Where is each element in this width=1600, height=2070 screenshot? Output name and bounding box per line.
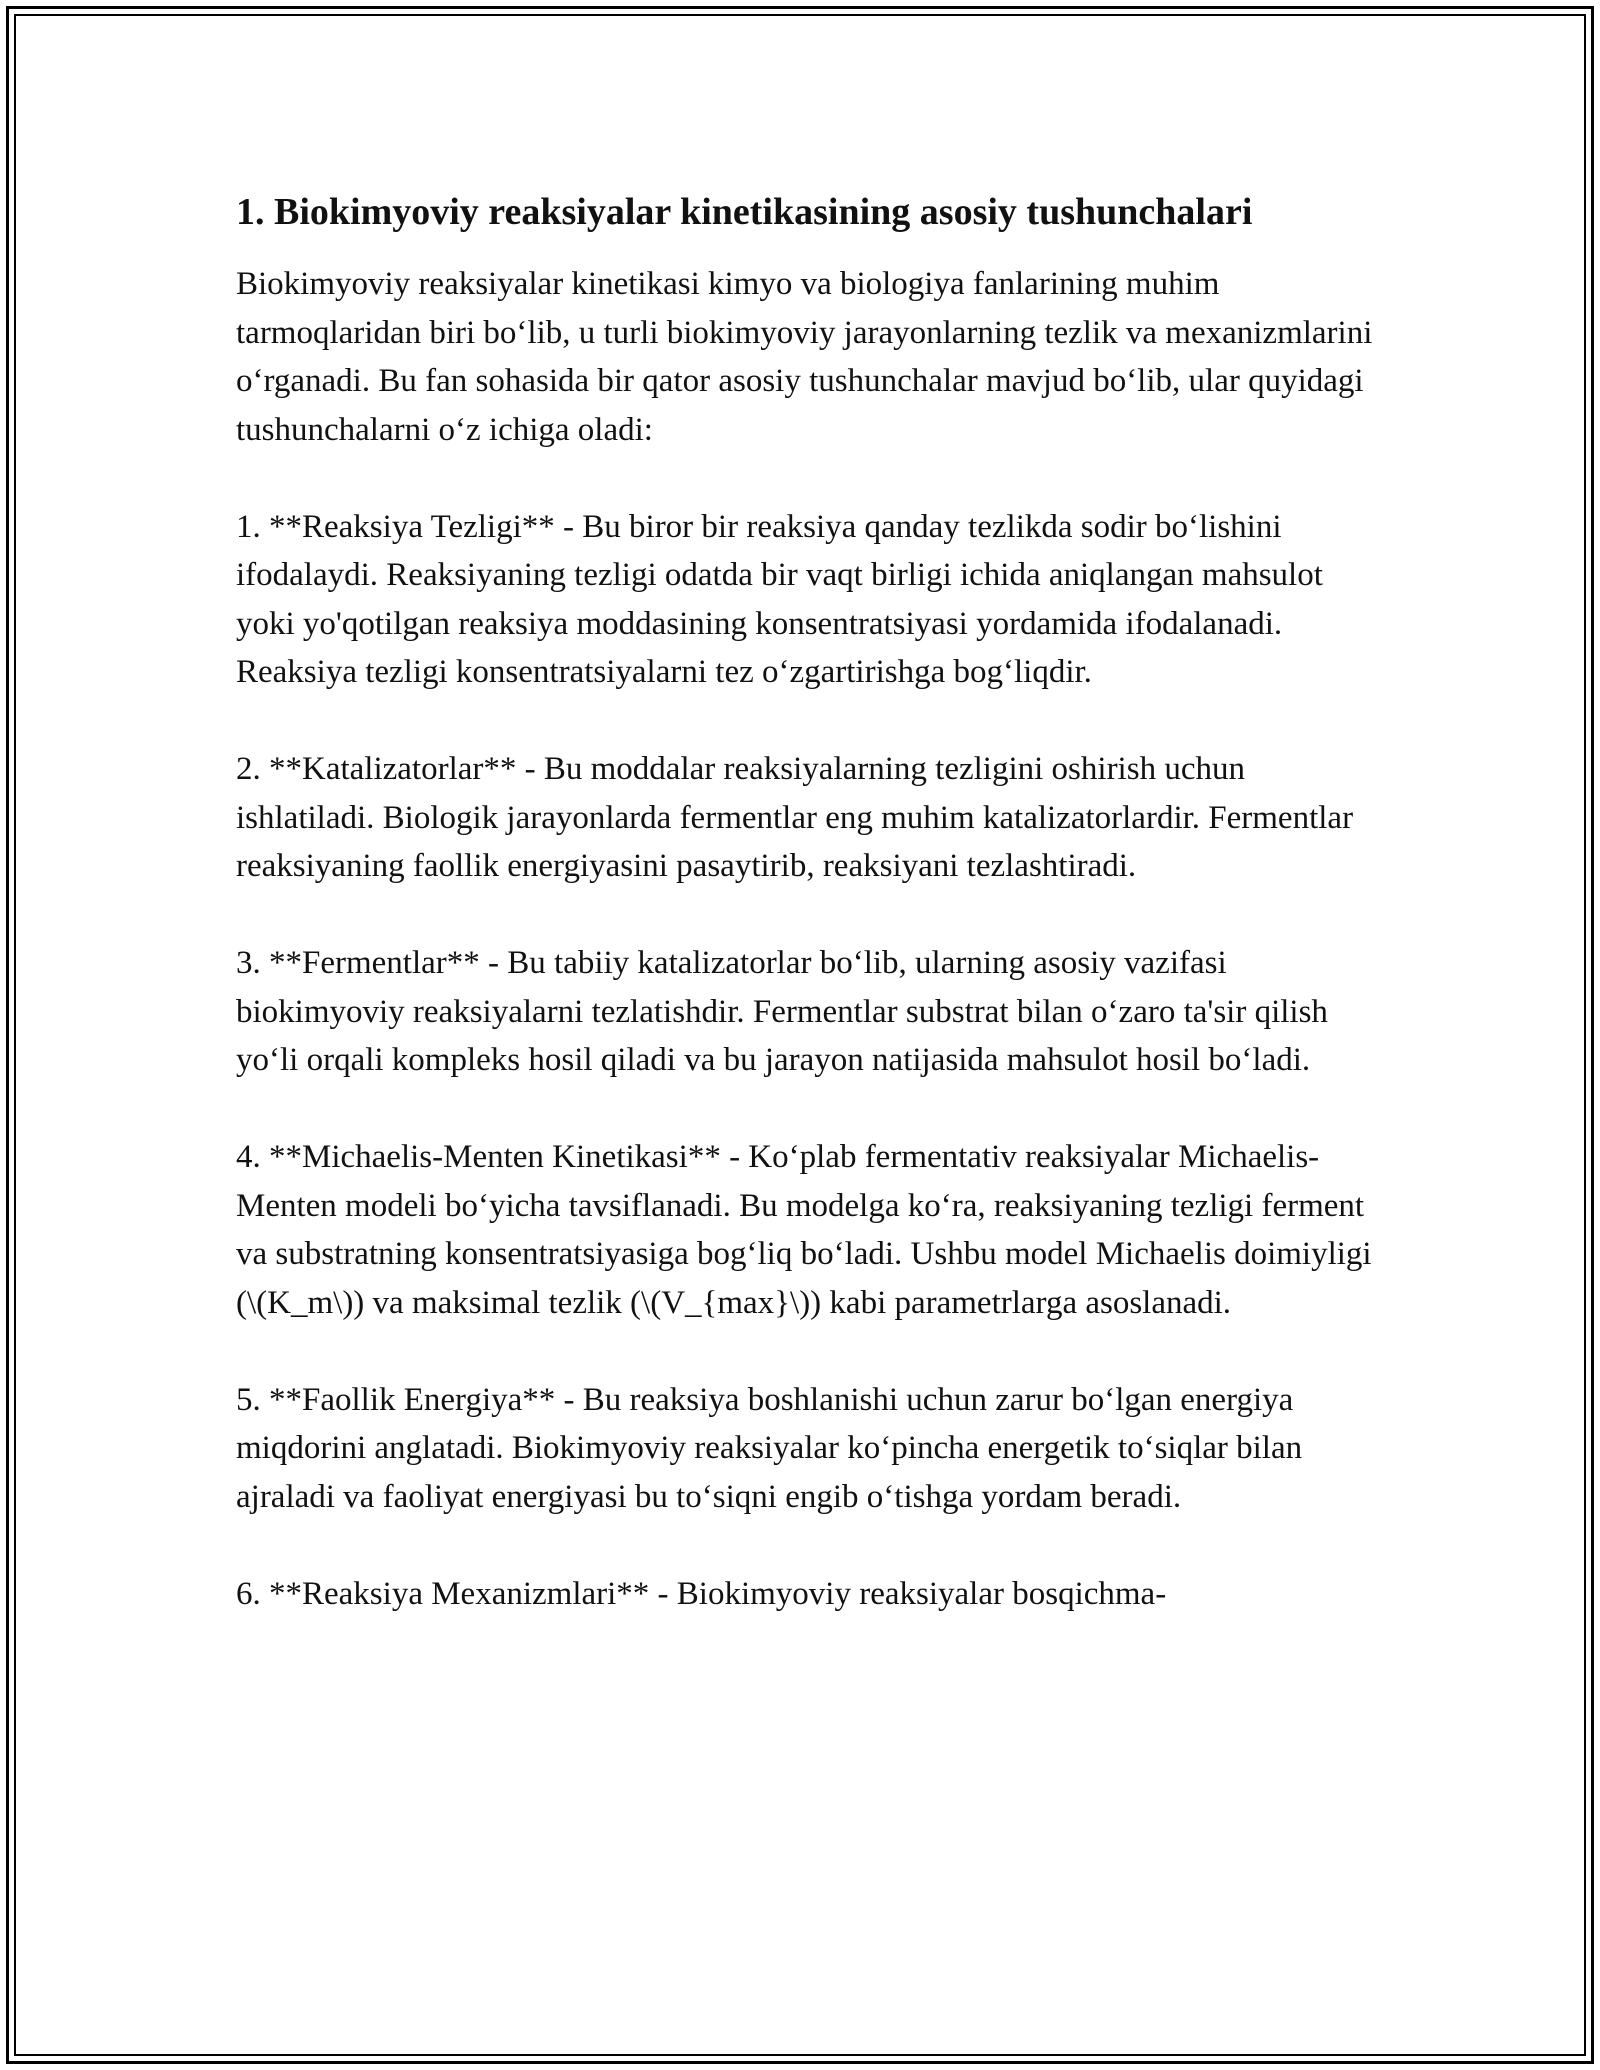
paragraph-enzymes: 3. **Fermentlar** - Bu tabiiy katalizatorlar boʻlib, ularning asosiy vazifasi biokimyoviy reaksiyalarni tezlatishdir. Fermentlar substrat bilan oʻzaro ta'sir qilish yoʻli orqali kompleks hosil qiladi va bu jarayon natijasida mahsulot hosil boʻladi. — [236, 945, 1328, 1078]
paragraph-catalysts: 2. **Katalizatorlar** - Bu moddalar reaksiyalarning tezligini oshirish uchun ishlatiladi. Biologik jarayonlarda fermentlar eng muhim katalizatorlardir. Fermentlar reaksiyaning faollik energiyasini pasaytirib, reaksiyani tezlashtiradi. — [236, 751, 1354, 884]
document-body — [236, 186, 1376, 1618]
paragraph-michaelis-menten: 4. **Michaelis-Menten Kinetikasi** - Koʻplab fermentativ reaksiyalar Michaelis-Menten modeli boʻyicha tavsiflanadi. Bu modelga koʻra, reaksiyaning tezligi ferment va substratning konsentratsiyasiga bogʻliq boʻladi. Ushbu model Michaelis doimiyligi (\(K_m\)) va maksimal tezlik (\(V_{max}\)) kabi parametrlarga asoslanadi. — [236, 1139, 1372, 1321]
paragraph-activation-energy: 5. **Faollik Energiya** - Bu reaksiya boshlanishi uchun zarur boʻlgan energiya miqdorini anglatadi. Biokimyoviy reaksiyalar koʻpincha energetik toʻsiqlar bilan ajraladi va faoliyat energiyasi bu toʻsiqni engib oʻtishga yordam beradi. — [236, 1381, 1303, 1515]
document-title: 1. Biokimyoviy reaksiyalar kinetikasining asosiy tushunchalari — [236, 191, 1253, 233]
paragraph-reaction-rate: 1. **Reaksiya Tezligi** - Bu biror bir reaksiya qanday tezlikda sodir boʻlishini ifodalaydi. Reaksiyaning tezligi odatda bir vaqt birligi ichida aniqlangan mahsulot yoki yo'qotilgan reaksiya moddasining konsentratsiyasi yordamida ifodalanadi. Reaksiya tezligi konsentratsiyalarni tez oʻzgartirishga bogʻliqdir. — [236, 508, 1323, 690]
paragraph-intro: Biokimyoviy reaksiyalar kinetikasi kimyo va biologiya fanlarining muhim tarmoqlaridan biri boʻlib, u turli biokimyoviy jarayonlarning tezlik va mexanizmlarini oʻrganadi. Bu fan sohasida bir qator asosiy tushunchalar mavjud boʻlib, ular quyidagi tushunchalarni oʻz ichiga oladi: — [236, 266, 1373, 448]
paragraph-reaction-mechanisms: 6. **Reaksiya Mexanizmlari** - Biokimyoviy reaksiyalar bosqichma- — [236, 1575, 1167, 1612]
